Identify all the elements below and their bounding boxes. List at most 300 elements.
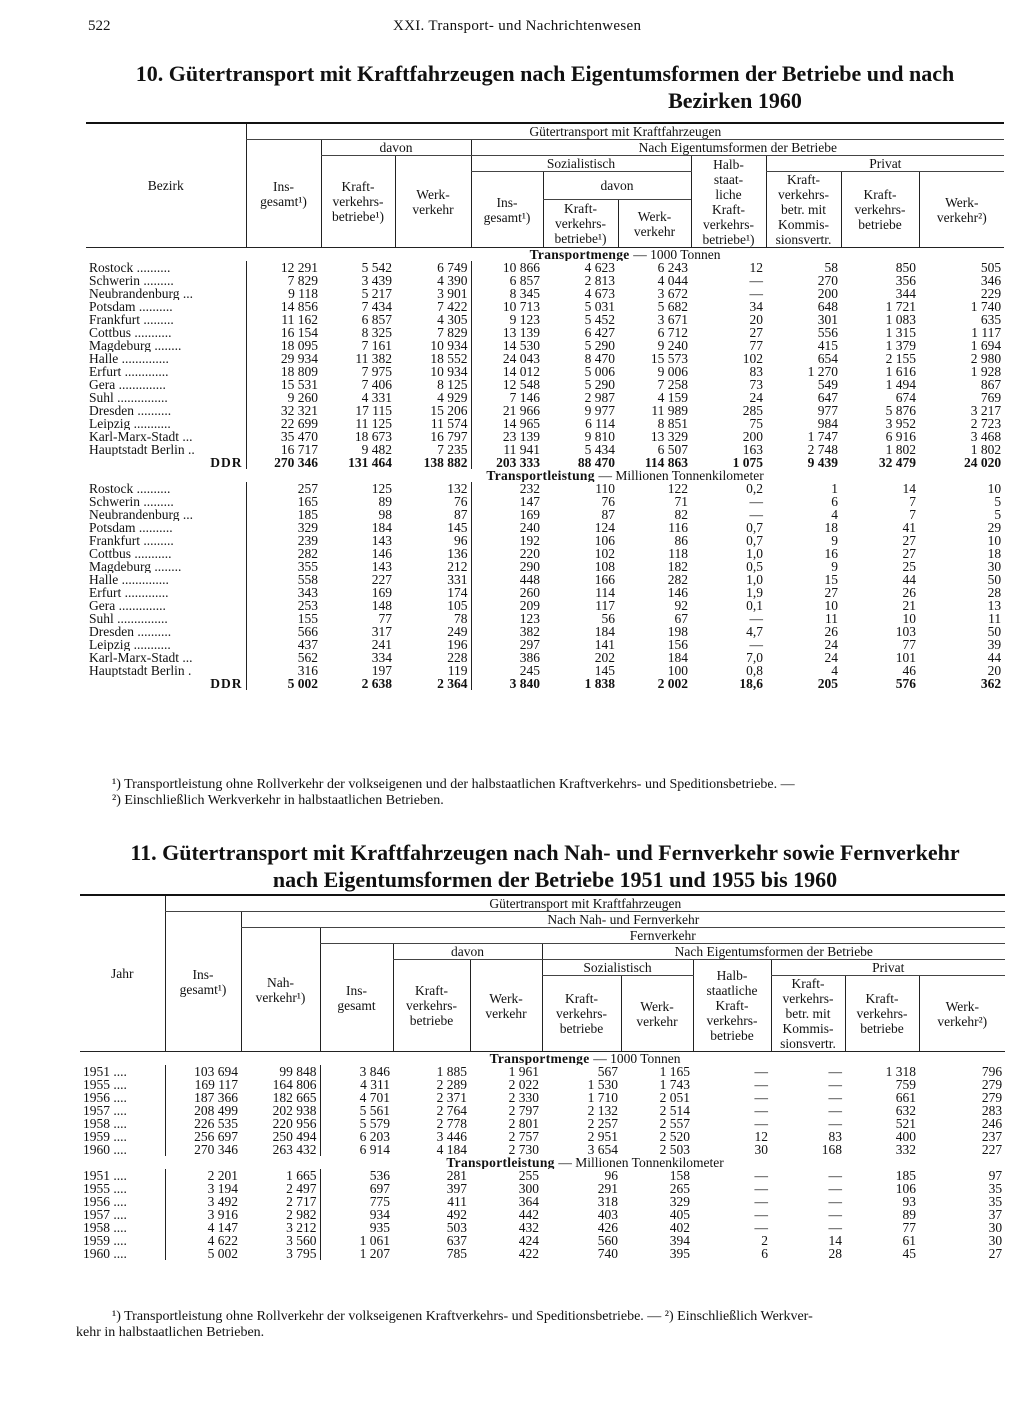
section-unit: — 1000 Tonnen (633, 247, 721, 261)
table-cell: 164 806 (272, 1078, 317, 1091)
table-cell: 22 699 (246, 417, 321, 430)
table-cell: 18 552 (430, 352, 468, 365)
table-cell: 4 (831, 508, 838, 521)
table-cell: 4 044 (657, 274, 688, 287)
table-row (80, 1182, 1005, 1195)
table-cell: 2 717 (286, 1195, 317, 1208)
table-cell: 118 (668, 547, 688, 560)
table-cell: 1 721 (885, 300, 916, 313)
table-cell: 41 (902, 521, 916, 534)
page-number: 522 (88, 18, 111, 34)
row-label: Schwerin ......... (89, 274, 174, 287)
col-header-soz-davon: davon (543, 172, 691, 200)
table-cell: 182 (667, 560, 688, 573)
section-unit: — 1000 Tonnen (593, 1051, 681, 1065)
table-cell: 106 (594, 534, 615, 547)
table-cell: 131 464 (348, 456, 392, 469)
table-cell: 2 364 (437, 677, 468, 690)
table-cell: 123 (471, 612, 543, 625)
table-11 (80, 894, 1005, 1260)
table-row (86, 638, 1004, 651)
row-label: 1957 .... (83, 1104, 127, 1117)
table-row (80, 1195, 1005, 1208)
col-header-privat-kraftverkehr: Kraft- verkehrs- betriebe (845, 976, 919, 1052)
table-row (86, 521, 1004, 534)
table-cell: 5 006 (584, 365, 615, 378)
table-cell: 1 665 (286, 1169, 317, 1182)
table-cell: 166 (594, 573, 615, 586)
table-cell: 155 (246, 612, 321, 625)
table-cell: 492 (446, 1208, 467, 1221)
table-cell: 27 (824, 586, 838, 599)
table-cell: 138 882 (423, 456, 468, 469)
table-cell: 558 (246, 573, 321, 586)
table-cell: 3 795 (286, 1247, 317, 1260)
table-cell: 228 (447, 651, 468, 664)
table-cell: 9 439 (807, 456, 838, 469)
table-cell: 184 (667, 651, 688, 664)
table-cell: 7 975 (361, 365, 392, 378)
table-cell: 7 146 (471, 391, 543, 404)
table-10-footnote-2: ²) Einschließlich Werkverkehr in halbstaatlichen Betrieben. (112, 793, 444, 808)
table-cell: 182 665 (272, 1091, 317, 1104)
table-cell: 17 115 (355, 404, 392, 417)
table-row (80, 1143, 1005, 1156)
table-cell: 4 390 (437, 274, 468, 287)
table-cell: 1 928 (970, 365, 1002, 378)
table-cell: 245 (471, 664, 543, 677)
table-cell: 145 (447, 521, 468, 534)
table-cell: 2 051 (659, 1091, 690, 1104)
table-11-title-line1: 11. Gütertransport mit Kraftfahrzeugen nach Nah- und Fernverkehr sowie Fernverkehr (130, 840, 960, 865)
table-cell: 77 (378, 612, 392, 625)
table-cell: 145 (594, 664, 615, 677)
table-cell: 77 (902, 1221, 916, 1234)
table-cell: 4 929 (437, 391, 468, 404)
table-cell: 9 118 (246, 287, 321, 300)
col-header-privat: Privat (766, 156, 1004, 172)
col-header-fern-insgesamt: Ins- gesamt (320, 944, 393, 1052)
table-cell: 7 829 (246, 274, 321, 287)
table-row (86, 430, 1004, 443)
table-cell: 632 (895, 1104, 916, 1117)
row-label: 1958 .... (83, 1117, 127, 1130)
table-row (80, 1208, 1005, 1221)
table-cell: 411 (447, 1195, 467, 1208)
table-cell: 394 (669, 1234, 690, 1247)
page-header (88, 18, 1008, 40)
table-cell: 934 (320, 1208, 393, 1221)
col-header-soz-kraftverkehr: Kraft- verkehrs- betriebe (542, 976, 621, 1052)
table-cell: 426 (597, 1221, 618, 1234)
table-cell: 5 290 (584, 339, 615, 352)
table-cell: 253 (246, 599, 321, 612)
table-cell: 77 (902, 638, 916, 651)
table-cell: 674 (895, 391, 916, 404)
row-label: Karl-Marx-Stadt ... (89, 430, 193, 443)
table-cell: 1,0 (746, 547, 763, 560)
table-cell: 96 (604, 1169, 618, 1182)
table-cell: 202 (594, 651, 615, 664)
table-cell: 566 (246, 625, 321, 638)
table-cell: — (828, 1091, 842, 1104)
table-cell: 11 382 (355, 352, 392, 365)
table-cell: 24 043 (471, 352, 543, 365)
table-cell: 5 290 (584, 378, 615, 391)
table-cell: 203 333 (471, 456, 543, 469)
row-label: Gera .............. (89, 599, 166, 612)
table-row (86, 495, 1004, 508)
section-title (165, 1156, 1005, 1169)
col-header-davon: davon (321, 140, 471, 156)
table-cell: — (749, 508, 763, 521)
table-cell: 637 (446, 1234, 467, 1247)
table-cell: 202 938 (272, 1104, 317, 1117)
table-cell: — (754, 1208, 768, 1221)
table-cell: 89 (902, 1208, 916, 1221)
table-cell: 6 749 (437, 261, 468, 274)
table-cell: 26 (824, 625, 838, 638)
col-header-privat-werkverkehr: Werk- verkehr²) (919, 976, 1005, 1052)
table-cell: 143 (371, 534, 392, 547)
row-label: Hauptstadt Berlin . (89, 664, 192, 677)
table-cell: 6 712 (657, 326, 688, 339)
row-label: Cottbus ........... (89, 547, 172, 560)
row-label: Halle .............. (89, 573, 169, 586)
table-row (80, 1130, 1005, 1143)
table-cell: 4 147 (165, 1221, 241, 1234)
table-cell: 83 (828, 1130, 842, 1143)
col-header-sozialistisch: Sozialistisch (542, 960, 693, 976)
table-cell: 4 701 (320, 1091, 393, 1104)
table-cell: — (749, 287, 763, 300)
table-cell: 316 (246, 664, 321, 677)
table-cell: 5 (994, 508, 1002, 521)
total-row (86, 677, 1004, 690)
table-cell: 169 117 (165, 1078, 241, 1091)
table-cell: 25 (902, 560, 916, 573)
table-cell: 356 (895, 274, 916, 287)
row-label: 1959 .... (83, 1130, 127, 1143)
table-cell: 1 802 (885, 443, 916, 456)
col-header-soz-insgesamt: Ins- gesamt¹) (471, 172, 543, 248)
table-cell: 1 743 (659, 1078, 690, 1091)
table-cell: 29 (987, 521, 1002, 534)
row-label: DDR (210, 677, 243, 690)
table-cell: 15 531 (246, 378, 321, 391)
table-10-title-line1: 10. Gütertransport mit Kraftfahrzeugen nach Eigentumsformen der Betriebe und nach (135, 61, 955, 86)
table-cell: 11 162 (246, 313, 321, 326)
table-cell: 318 (597, 1195, 618, 1208)
table-cell: 61 (902, 1234, 916, 1247)
table-cell: 8 125 (437, 378, 468, 391)
table-cell: 3 901 (437, 287, 468, 300)
table-cell: 281 (446, 1169, 467, 1182)
table-cell: 4 622 (165, 1234, 241, 1247)
table-cell: 346 (980, 274, 1002, 287)
table-cell: 16 797 (430, 430, 468, 443)
row-label: 1956 .... (83, 1091, 127, 1104)
table-cell: 1,0 (746, 573, 763, 586)
table-cell: 7 161 (361, 339, 392, 352)
table-cell: 405 (669, 1208, 690, 1221)
table-cell: 14 965 (471, 417, 543, 430)
row-label: Cottbus ........... (89, 326, 172, 339)
table-cell: 12 (754, 1130, 768, 1143)
table-cell: 935 (320, 1221, 393, 1234)
table-row (80, 1234, 1005, 1247)
table-cell: 200 (742, 430, 763, 443)
table-cell: 1 494 (885, 378, 916, 391)
table-cell: 257 (246, 482, 321, 495)
table-cell: 3 916 (165, 1208, 241, 1221)
table-cell: 136 (447, 547, 468, 560)
table-cell: 2 723 (970, 417, 1002, 430)
table-cell: 86 (674, 534, 688, 547)
table-cell: 174 (447, 586, 468, 599)
table-cell: 4 305 (437, 313, 468, 326)
table-cell: 6 914 (320, 1143, 393, 1156)
table-row (86, 443, 1004, 456)
table-cell: 395 (669, 1247, 690, 1260)
table-row (86, 625, 1004, 638)
table-cell: 6 114 (585, 417, 615, 430)
table-cell: 27 (749, 326, 763, 339)
table-cell: 114 863 (644, 456, 688, 469)
table-cell: 102 (594, 547, 615, 560)
row-label: Magdeburg ........ (89, 339, 182, 352)
table-row (80, 1091, 1005, 1104)
row-label: Schwerin ......... (89, 495, 174, 508)
table-cell: 5 579 (320, 1117, 393, 1130)
table-cell: 1 885 (436, 1065, 467, 1078)
table-cell: 10 934 (430, 339, 468, 352)
table-cell: 11 989 (651, 404, 688, 417)
table-cell: 7 422 (437, 300, 468, 313)
table-cell: 270 346 (246, 456, 321, 469)
table-cell: 114 (595, 586, 615, 599)
table-cell: 9 482 (361, 443, 392, 456)
table-cell: 1,9 (746, 586, 763, 599)
row-label: Leipzig ........... (89, 638, 171, 651)
table-cell: 279 (981, 1078, 1003, 1091)
table-cell: 1 061 (320, 1234, 393, 1247)
col-header-fernverkehr: Fernverkehr (320, 928, 1005, 944)
table-cell: 185 (246, 508, 321, 521)
table-cell: 3 952 (885, 417, 916, 430)
table-cell: 196 (447, 638, 468, 651)
table-cell: 18 (824, 521, 838, 534)
table-cell: 76 (601, 495, 615, 508)
table-cell: 3 212 (286, 1221, 317, 1234)
table-cell: 125 (371, 482, 392, 495)
table-cell: 93 (902, 1195, 916, 1208)
table-cell: 285 (742, 404, 763, 417)
table-cell: 7 (909, 495, 916, 508)
table-cell: 13 329 (650, 430, 688, 443)
table-cell: 7 829 (437, 326, 468, 339)
table-row (80, 1065, 1005, 1078)
table-row (86, 365, 1004, 378)
table-cell: 101 (895, 651, 916, 664)
table-cell: 28 (987, 586, 1002, 599)
table-cell: 246 (981, 1117, 1003, 1130)
table-row (80, 1104, 1005, 1117)
table-cell: 168 (821, 1143, 842, 1156)
table-cell: 2 748 (807, 443, 838, 456)
table-cell: 78 (454, 612, 468, 625)
table-cell: 635 (980, 313, 1002, 326)
row-label: Suhl ............... (89, 612, 168, 625)
row-label: Frankfurt ......... (89, 313, 174, 326)
table-cell: 24 (749, 391, 763, 404)
table-cell: 7 235 (437, 443, 468, 456)
table-cell: 229 (980, 287, 1002, 300)
table-cell: 442 (518, 1208, 539, 1221)
table-cell: 10 (902, 612, 916, 625)
row-label: Karl-Marx-Stadt ... (89, 651, 193, 664)
table-cell: 32 321 (246, 404, 321, 417)
table-cell: 146 (667, 586, 688, 599)
col-header-privat-werkverkehr: Werk- verkehr²) (919, 172, 1004, 248)
row-label: 1960 .... (83, 1247, 127, 1260)
table-cell: 3 560 (286, 1234, 317, 1247)
table-cell: 6 203 (320, 1130, 393, 1143)
table-cell: 5 561 (320, 1104, 393, 1117)
table-cell: 2 757 (508, 1130, 539, 1143)
table-cell: 92 (674, 599, 688, 612)
table-cell: 249 (447, 625, 468, 638)
section-title (246, 248, 1004, 262)
table-cell: 24 (824, 651, 838, 664)
table-cell: 98 (378, 508, 392, 521)
table-cell: 3 671 (657, 313, 688, 326)
table-cell: 14 856 (246, 300, 321, 313)
row-label: Potsdam .......... (89, 300, 173, 313)
table-cell: 270 (817, 274, 838, 287)
table-cell: 6 857 (361, 313, 392, 326)
table-cell: 6 243 (657, 261, 688, 274)
section-unit: — Millionen Tonnenkilometer (598, 469, 764, 482)
row-label: Halle .............. (89, 352, 169, 365)
table-cell: 165 (246, 495, 321, 508)
table-cell: 16 (824, 547, 838, 560)
table-cell: 208 499 (165, 1104, 241, 1117)
table-cell: 198 (667, 625, 688, 638)
table-cell: 362 (980, 677, 1002, 690)
table-cell: 2 371 (436, 1091, 467, 1104)
table-cell: 185 (895, 1169, 916, 1182)
table-cell: 2 797 (508, 1104, 539, 1117)
row-label: 1955 .... (83, 1078, 127, 1091)
table-cell: 402 (669, 1221, 690, 1234)
table-cell: 505 (980, 261, 1002, 274)
table-cell: 73 (749, 378, 763, 391)
table-cell: 227 (371, 573, 392, 586)
table-cell: 6 916 (885, 430, 916, 443)
table-cell: 18 673 (354, 430, 392, 443)
table-cell: 220 956 (272, 1117, 317, 1130)
table-cell: 1 (831, 482, 838, 495)
table-cell: 448 (471, 573, 543, 586)
col-header-eigentum: Nach Eigentumsformen der Betriebe (471, 140, 1004, 156)
table-cell: 30 (754, 1143, 768, 1156)
table-10-footnote-1: ¹) Transportleistung ohne Rollverkehr der volkseigenen und der halbstaatlichen Kraftverkehrs- und Speditionsbetriebe. — (112, 777, 795, 792)
table-cell: 227 (981, 1143, 1003, 1156)
table-cell: 6 (761, 1247, 768, 1260)
table-10 (86, 122, 1004, 690)
table-cell: 100 (667, 664, 688, 677)
table-cell: 343 (246, 586, 321, 599)
table-cell: 386 (471, 651, 543, 664)
row-label: Dresden .......... (89, 625, 172, 638)
table-cell: 29 934 (246, 352, 321, 365)
table-row (86, 508, 1004, 521)
table-cell: 10 (987, 534, 1002, 547)
table-cell: 0,7 (746, 521, 763, 534)
table-cell: 1 961 (508, 1065, 539, 1078)
table-cell: 785 (446, 1247, 467, 1260)
section-title-text: Transportleistung (446, 1156, 555, 1169)
table-row (86, 417, 1004, 430)
table-cell: 2 982 (286, 1208, 317, 1221)
table-cell: 282 (246, 547, 321, 560)
table-cell: 4 673 (584, 287, 615, 300)
table-cell: 7 434 (361, 300, 392, 313)
table-cell: 5 682 (657, 300, 688, 313)
table-cell: 9 260 (246, 391, 321, 404)
table-cell: 13 (987, 599, 1002, 612)
table-cell: 108 (594, 560, 615, 573)
table-cell: 2 002 (657, 677, 688, 690)
row-label: Hauptstadt Berlin .. (89, 443, 195, 456)
row-label: Suhl ............... (89, 391, 168, 404)
table-cell: 169 (371, 586, 392, 599)
row-label: Neubrandenburg ... (89, 287, 193, 300)
table-cell: 424 (518, 1234, 539, 1247)
table-cell: 34 (749, 300, 763, 313)
table-cell: 984 (817, 417, 838, 430)
col-header-kraftverkehr: Kraft- verkehrs- betriebe (393, 960, 470, 1052)
table-cell: 237 (981, 1130, 1003, 1143)
table-row (86, 313, 1004, 326)
table-cell: 1 207 (320, 1247, 393, 1260)
table-cell: 2 638 (361, 677, 392, 690)
table-cell: 119 (447, 664, 468, 677)
table-row (86, 599, 1004, 612)
table-cell: 648 (817, 300, 838, 313)
table-cell: 2 951 (587, 1130, 618, 1143)
table-cell: 141 (594, 638, 615, 651)
table-cell: 6 507 (657, 443, 688, 456)
row-label: 1955 .... (83, 1182, 127, 1195)
table-cell: 10 (987, 482, 1002, 495)
table-cell: 4 (831, 664, 838, 677)
col-header-werkverkehr: Werk- verkehr (395, 156, 471, 248)
table-cell: 27 (902, 534, 916, 547)
table-cell: 21 (902, 599, 916, 612)
table-cell: 503 (446, 1221, 467, 1234)
table-cell: 11 941 (471, 443, 543, 456)
table-row (86, 274, 1004, 287)
table-cell: 1 530 (587, 1078, 618, 1091)
table-cell: 3 672 (657, 287, 688, 300)
table-cell: 99 848 (279, 1065, 317, 1078)
table-cell: 212 (447, 560, 468, 573)
table-cell: — (828, 1078, 842, 1091)
table-cell: 2 520 (659, 1130, 690, 1143)
table-cell: 9 977 (584, 404, 615, 417)
